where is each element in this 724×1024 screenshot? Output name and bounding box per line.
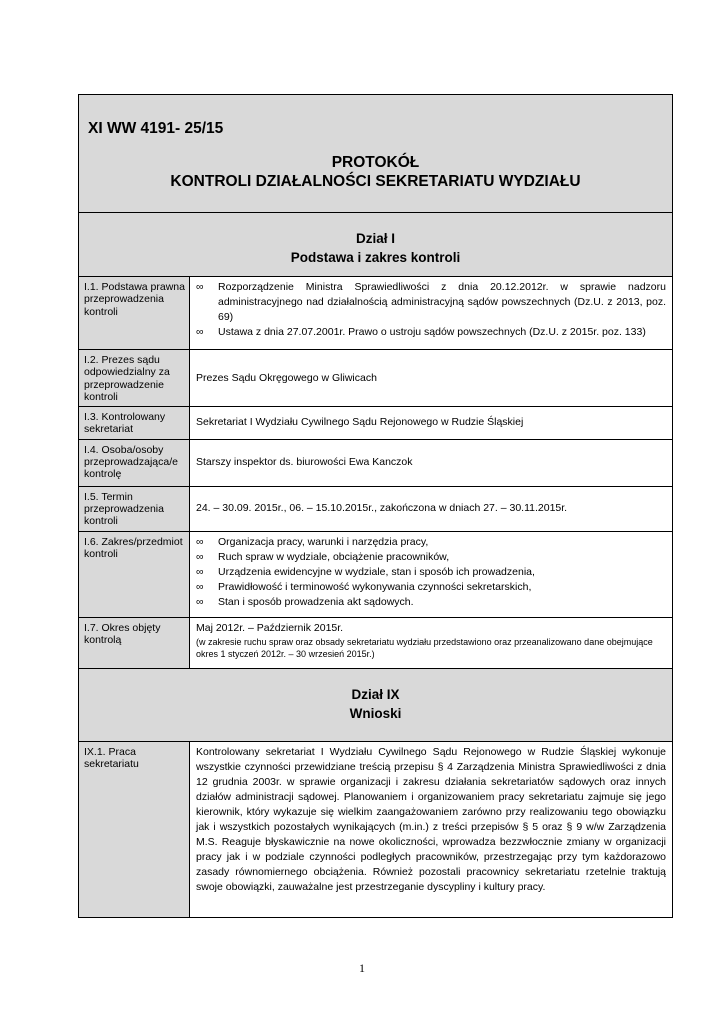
list-item: ∞ Ustawa z dnia 27.07.2001r. Prawo o ustroju sądów powszechnych (Dz.U. z 2015r. poz. 133) (196, 326, 646, 338)
section-9-header (79, 668, 673, 741)
table-row (79, 486, 673, 531)
table-row (79, 439, 673, 486)
row-label: I.6. Zakres/przedmiot kontroli (79, 531, 190, 617)
row-label: I.3. Kontrolowany sekretariat (79, 407, 190, 440)
protocol-table (78, 94, 673, 918)
table-row (79, 407, 673, 440)
bullet-icon: ∞ (196, 580, 204, 593)
list-item: ∞ Prawidłowość i terminowość wykonywania czynności sekretarskich, (196, 580, 532, 593)
row-label: I.5. Termin przeprowadzenia kontroli (79, 486, 190, 531)
bullet-icon: ∞ (196, 326, 204, 338)
section-1-label: Dział I (355, 231, 395, 246)
row-label: I.2. Prezes sądu odpowiedzialny za przeprowadzenie kontroli (79, 350, 190, 407)
row-value (190, 277, 673, 350)
list-item: ∞ Organizacja pracy, warunki i narzędzia pracy, (196, 535, 429, 548)
section-9-header-row (79, 668, 673, 741)
title-line-1: PROTOKÓŁ (331, 154, 420, 171)
row-label: I.4. Osoba/osoby przeprowadzająca/e kontrolę (79, 439, 190, 486)
period-value: Maj 2012r. – Październik 2015r. (196, 621, 344, 634)
row-label: IX.1. Praca sekretariatu (79, 741, 190, 917)
table-row (79, 350, 673, 407)
row-value: Sekretariat I Wydziału Cywilnego Sądu Rejonowego w Rudzie Śląskiej (190, 407, 673, 440)
header-cell (79, 95, 673, 213)
table-row (79, 741, 673, 917)
row-label: I.7. Okres objęty kontrolą (79, 617, 190, 668)
row-value: 24. – 30.09. 2015r., 06. – 15.10.2015r., zakończona w dniach 27. – 30.11.2015r. (190, 486, 673, 531)
row-value (190, 617, 673, 668)
scope-list (196, 535, 666, 610)
page-number: 1 (359, 961, 365, 975)
row-value (190, 531, 673, 617)
table-row (79, 617, 673, 668)
bullet-icon: ∞ (196, 595, 204, 608)
list-item: ∞ Urządzenia ewidencyjne w wydziale, stan i sposób ich prowadzenia, (196, 565, 535, 578)
list-item: ∞ Ruch spraw w wydziale, obciążenie pracowników, (196, 550, 450, 563)
row-label: I.1. Podstawa prawna przeprowadzenia kontroli (79, 277, 190, 350)
case-number: XI WW 4191- 25/15 (88, 120, 224, 137)
document-title (79, 153, 672, 191)
bullet-icon: ∞ (196, 565, 204, 578)
section-9-subtitle: Wnioski (349, 705, 402, 721)
table-row (79, 531, 673, 617)
title-line-2: KONTROLI DZIAŁALNOŚCI SEKRETARIATU WYDZIAŁU (170, 173, 581, 190)
section-9-label: Dział IX (351, 686, 400, 702)
table-row (79, 277, 673, 350)
row-value: Prezes Sądu Okręgowego w Gliwicach (190, 350, 673, 407)
period-note: (w zakresie ruchu spraw oraz obsady sekretariatu wydziału przedstawiono oraz przeanalizowano dane obejmujące okres 1 styczeń 2012r. – 30 wrzesień 2015r.) (196, 636, 653, 660)
bullet-icon: ∞ (196, 535, 204, 548)
section-1-subtitle: Podstawa i zakres kontroli (290, 250, 461, 265)
header-row (79, 95, 673, 213)
bullet-icon: ∞ (196, 281, 204, 293)
section-1-header (79, 213, 673, 277)
row-value: Starszy inspektor ds. biurowości Ewa Kanczok (190, 439, 673, 486)
bullet-icon: ∞ (196, 550, 204, 563)
legal-basis-list (196, 280, 666, 340)
list-item: ∞ Stan i sposób prowadzenia akt sądowych. (196, 595, 414, 608)
section-1-header-row (79, 213, 673, 277)
conclusions-text: Kontrolowany sekretariat I Wydziału Cywilnego Sądu Rejonowego w Rudzie Śląskiej wykonuje wszystkie czynności przewidziane treścią przepisu § 4 Zarządzenia Ministra Sprawiedliwości z dnia 12 grudnia 2003r. w sprawie organizacji i zakresu działania sekretariatów sądowych oraz innych działów administracji sądowej. Planowaniem i organizowaniem pracy sekretariatu zajmuje się jego kierownik, który wykazuje się wielkim zaangażowaniem zarówno przy realizowaniu tego obowiązku jak i wszystkich pozostałych wynikających (m.in.) z treści przepisów § 5 oraz § 9 w/w Zarządzenia M.S. Reaguje błyskawicznie na nowe okoliczności, wprowadza bezzwłocznie zmiany w organizacji pracy jak i w podziale czynności podległych pracowników, przestrzegając przy tym każdorazowo zasady równomiernego obciążenia. Również pozostali pracownicy sekretariatu rzetelnie traktują swoje obowiązki, zauważalne jest przestrzeganie dyscypliny i kultury pracy. (190, 741, 673, 917)
list-item: ∞ Rozporządzenie Ministra Sprawiedliwości z dnia 20.12.2012r. w sprawie nadzoru administracyjnego nad działalnością administracyjną sądów powszechnych (Dz.U. z 2013, poz. 69) (196, 281, 666, 323)
